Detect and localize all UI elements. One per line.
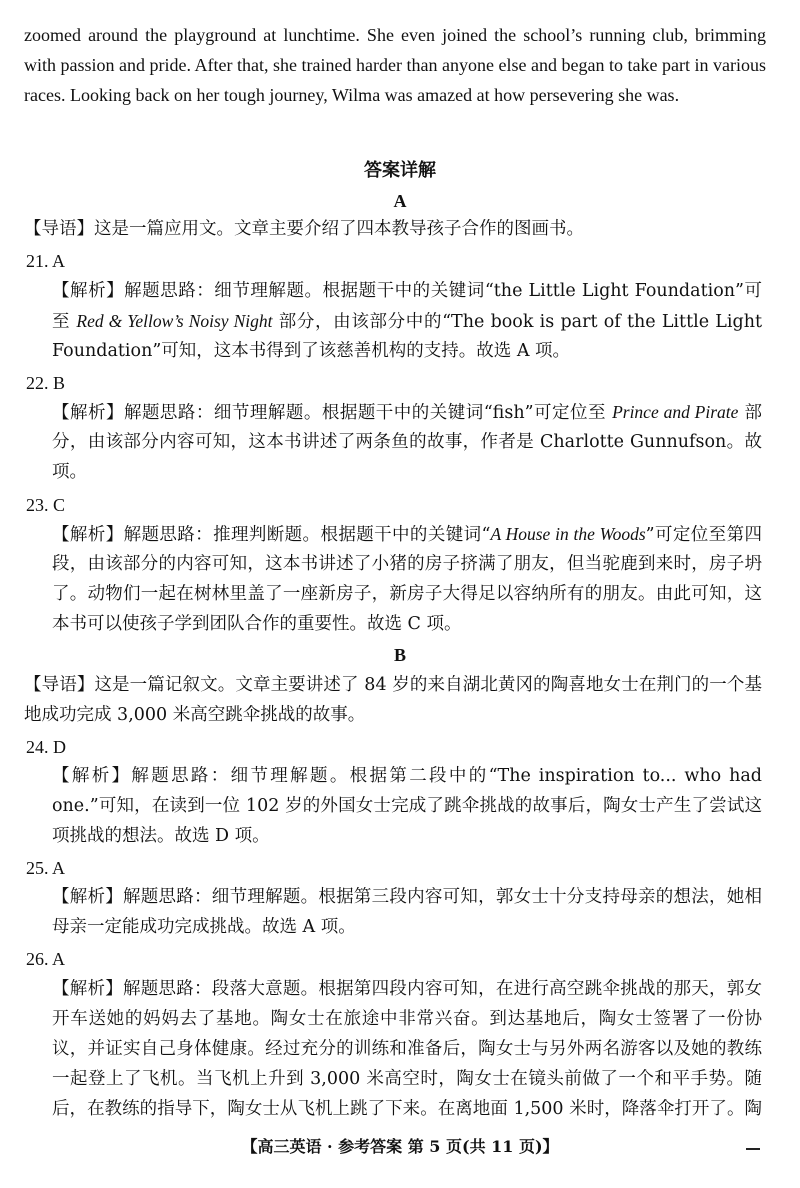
section-b-intro-line-2: 地成功完成 3,000 米高空跳伞挑战的故事。 (24, 705, 366, 725)
q22-l1-a: 【解析】解题思路：细节理解题。根据题干中的关键词“fish”可定位至 (52, 403, 613, 423)
question-26-line-5: 后，在教练的指导下，陶女士从飞机上跳了下来。在离地面 1,500 米时，降落伞打开了。陶 (52, 1099, 762, 1119)
question-22-line-1 (52, 397, 762, 427)
question-25-line-2: 母亲一定能成功完成挑战。故选 A 项。 (52, 917, 356, 937)
section-a-label: A (393, 191, 407, 211)
section-a-intro: 【导语】这是一篇应用文。文章主要介绍了四本教导孩子合作的图画书。 (24, 219, 584, 239)
answers-heading: 答案详解 (364, 160, 436, 181)
question-22-number: 22. B (26, 373, 66, 393)
q22-book-title: Prince and Pirate (612, 402, 739, 422)
question-21-number: 21. A (26, 251, 66, 271)
q23-book-title: A House in the Woods (490, 524, 646, 544)
question-24-number: 24. D (26, 737, 66, 757)
corner-dash-mark (746, 1148, 760, 1150)
question-23-line-1 (52, 519, 762, 549)
q22-l1-b: 部 (738, 403, 762, 423)
question-25-number: 25. A (26, 858, 66, 878)
question-26-line-1: 【解析】解题思路：段落大意题。根据第四段内容可知，在进行高空跳伞挑战的那天，郭女 (52, 979, 762, 999)
q21-l2-b: 部分，由该部分中的“The book is part of the Little Light (272, 312, 762, 332)
question-23-line-4: 本书可以使孩子学到团队合作的重要性。故选 C 项。 (52, 614, 462, 634)
question-26-line-2: 开车送她的妈妈去了基地。陶女士在旅途中非常兴奋。到达基地后，陶女士签署了一份协 (52, 1009, 762, 1029)
page-footer: 【高三英语 · 参考答案 第 5 页(共 11 页)】 (241, 1137, 559, 1156)
question-26-line-3: 议，并证实自己身体健康。经过充分的训练和准备后，陶女士与另外两名游客以及她的教练 (52, 1039, 762, 1059)
question-24-line-2: one.”可知，在读到一位 102 岁的外国女士完成了跳伞挑战的故事后，陶女士产生了尝试这 (52, 796, 762, 816)
q23-l1-b: ”可定位至第四 (645, 525, 762, 545)
question-24-line-3: 项挑战的想法。故选 D 项。 (52, 826, 270, 846)
question-23-line-2: 段，由该部分的内容可知，这本书讲述了小猪的房子挤满了朋友，但当驼鹿到来时，房子坍 (52, 554, 762, 574)
story-ending-paragraph: zoomed around the playground at lunchtime. She even joined the school’s running club, brimming with passion and pride. After that, she trained harder than anyone else and began to take part in various races. Looking back on her tough journey, Wilma was amazed at how persevering she was. (24, 25, 766, 105)
q21-l2-a: 至 (52, 312, 77, 332)
question-23-line-3: 了。动物们一起在树林里盖了一座新房子，新房子大得足以容纳所有的朋友。由此可知，这 (52, 584, 762, 604)
question-26-number: 26. A (26, 949, 66, 969)
question-21-line-2 (52, 306, 762, 336)
question-26-line-4: 一起登上了飞机。当飞机上升到 3,000 米高空时，陶女士在镜头前做了一个和平手势。随 (52, 1069, 762, 1089)
question-22-line-3: 项。 (52, 462, 87, 482)
question-22-line-2: 分，由该部分内容可知，这本书讲述了两条鱼的故事，作者是 Charlotte Gunnufson。故 (52, 432, 762, 452)
question-25-line-1: 【解析】解题思路：细节理解题。根据第三段内容可知，郭女士十分支持母亲的想法，她相 (52, 887, 762, 907)
section-b-intro-line-1: 【导语】这是一篇记叙文。文章主要讲述了 84 岁的来自湖北黄冈的陶喜地女士在荆门的一个基 (24, 675, 762, 695)
q23-l1-a: 【解析】解题思路：推理判断题。根据题干中的关键词“ (52, 525, 491, 545)
question-21-line-3: Foundation”可知，这本书得到了该慈善机构的支持。故选 A 项。 (52, 341, 571, 361)
section-b-label: B (393, 645, 406, 665)
question-24-line-1: 【解析】解题思路：细节理解题。根据第二段中的“The inspiration to... who had (52, 766, 762, 786)
question-21-line-1: 【解析】解题思路：细节理解题。根据题干中的关键词“the Little Light Foundation”可 (52, 281, 762, 301)
q21-book-title: Red & Yellow’s Noisy Night (76, 311, 273, 331)
question-23-number: 23. C (26, 495, 66, 515)
